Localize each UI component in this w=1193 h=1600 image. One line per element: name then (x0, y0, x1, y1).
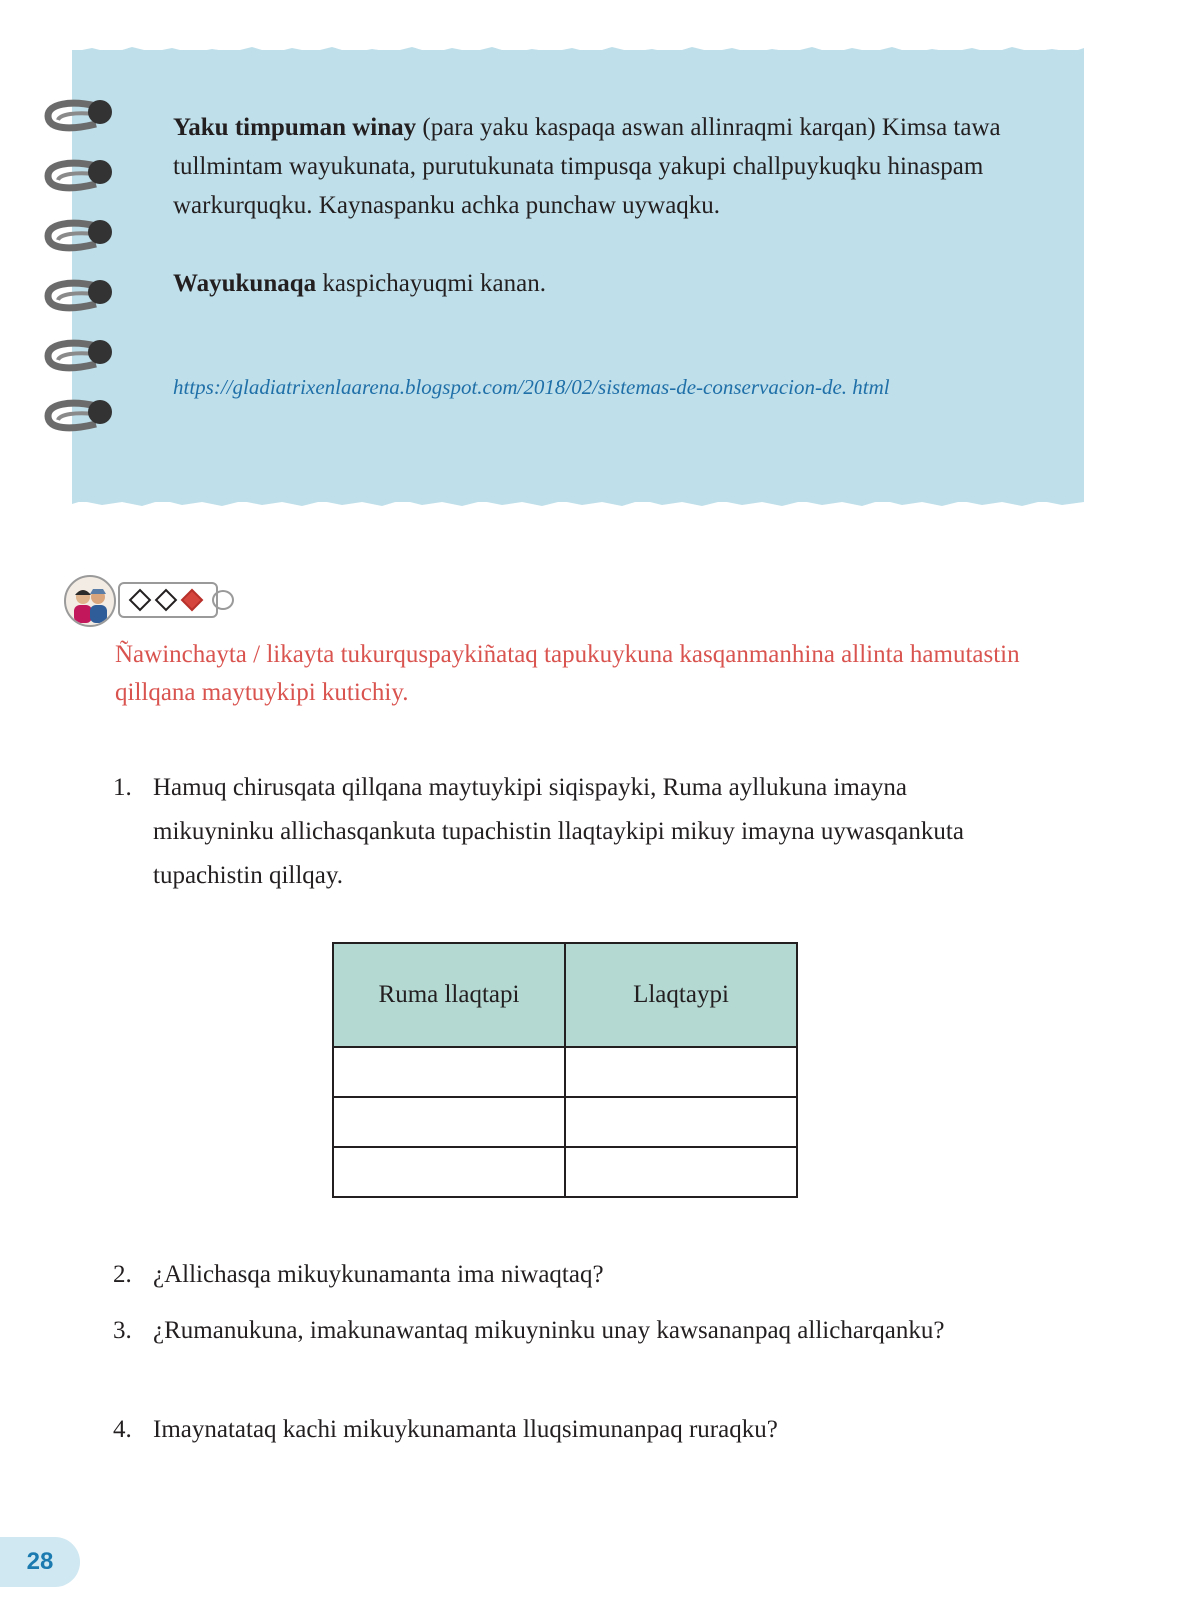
source-link[interactable]: https://gladiatrixenlaarena.blogspot.com/2018/02/sistemas-de-conservacion-de. html (173, 375, 890, 399)
table-header-llaqtaypi: Llaqtaypi (565, 943, 797, 1047)
answer-cell[interactable] (333, 1147, 565, 1197)
table-row (333, 1147, 797, 1197)
question-text: Imaynatataq kachi mikuykunamanta lluqsimunanpaq ruraqku? (153, 1416, 778, 1443)
answer-cell[interactable] (333, 1097, 565, 1147)
note-term-1: Yaku timpuman winay (173, 114, 417, 141)
answer-cell[interactable] (333, 1047, 565, 1097)
answer-cell[interactable] (565, 1047, 797, 1097)
activity-instruction: Ñawinchayta / likayta tukurquspaykiñataq tapukuykuna kasqanmanhina allinta hamutastin qillqana maytuykipi kutichiy. (115, 641, 1020, 706)
question-number: 2. (113, 1261, 132, 1288)
difficulty-diamond-icon (118, 582, 218, 618)
table-header-row (333, 943, 797, 1047)
diamond-filled-icon (181, 589, 204, 612)
spiral-binding-icon (42, 216, 118, 264)
question-text: Hamuq chirusqata qillqana maytuykipi siqispayki, Ruma ayllukuna imayna mikuyninku allichasqankuta tupachistin llaqtaykipi mikuy imayna uywasqankuta tupachistin qillqay. (153, 774, 964, 889)
answer-cell[interactable] (565, 1097, 797, 1147)
question-number: 4. (113, 1416, 132, 1443)
question-3 (113, 1309, 1033, 1353)
question-text: ¿Rumanukuna, imakunawantaq mikuyninku unay kawsananpaq allicharqanku? (153, 1317, 945, 1344)
answer-table (332, 942, 798, 1198)
question-2 (113, 1253, 1033, 1297)
question-number: 3. (113, 1317, 132, 1344)
spiral-binding-icon (42, 336, 118, 384)
diamond-empty-icon (129, 589, 152, 612)
note-term-2: Wayukunaqa (173, 270, 317, 297)
note-paragraphs (173, 108, 1033, 303)
note-paragraph-1 (173, 108, 1033, 225)
spiral-binding-icon (42, 276, 118, 324)
torn-top-edge (72, 44, 1084, 58)
answer-cell[interactable] (565, 1147, 797, 1197)
note-paragraph-2 (173, 264, 1033, 303)
spiral-binding-icon (42, 156, 118, 204)
tag-ring-icon (212, 590, 234, 610)
diamond-empty-icon (155, 589, 178, 612)
note-text-2: kaspichayuqmi kanan. (316, 270, 546, 297)
table-row (333, 1047, 797, 1097)
torn-bottom-edge (72, 496, 1084, 510)
question-text: ¿Allichasqa mikuykunamanta ima niwaqtaq? (153, 1261, 604, 1288)
page-number: 28 (0, 1537, 80, 1587)
spiral-binding-icon (42, 396, 118, 444)
question-number: 1. (113, 774, 132, 801)
table-header-ruma: Ruma llaqtapi (333, 943, 565, 1047)
question-4 (113, 1408, 1033, 1452)
table-row (333, 1097, 797, 1147)
question-1 (113, 766, 1033, 898)
note-text-1: (para yaku kaspaqa aswan allinraqmi karqan) Kimsa tawa tullmintam wayukunata, purutukunata timpusqa yakupi challpuykuqku hinaspam warkurquqku. Kaynaspanku achka punchaw uywaqku. (173, 114, 1001, 219)
students-avatar-icon (64, 575, 116, 627)
spiral-binding-icon (42, 96, 118, 144)
